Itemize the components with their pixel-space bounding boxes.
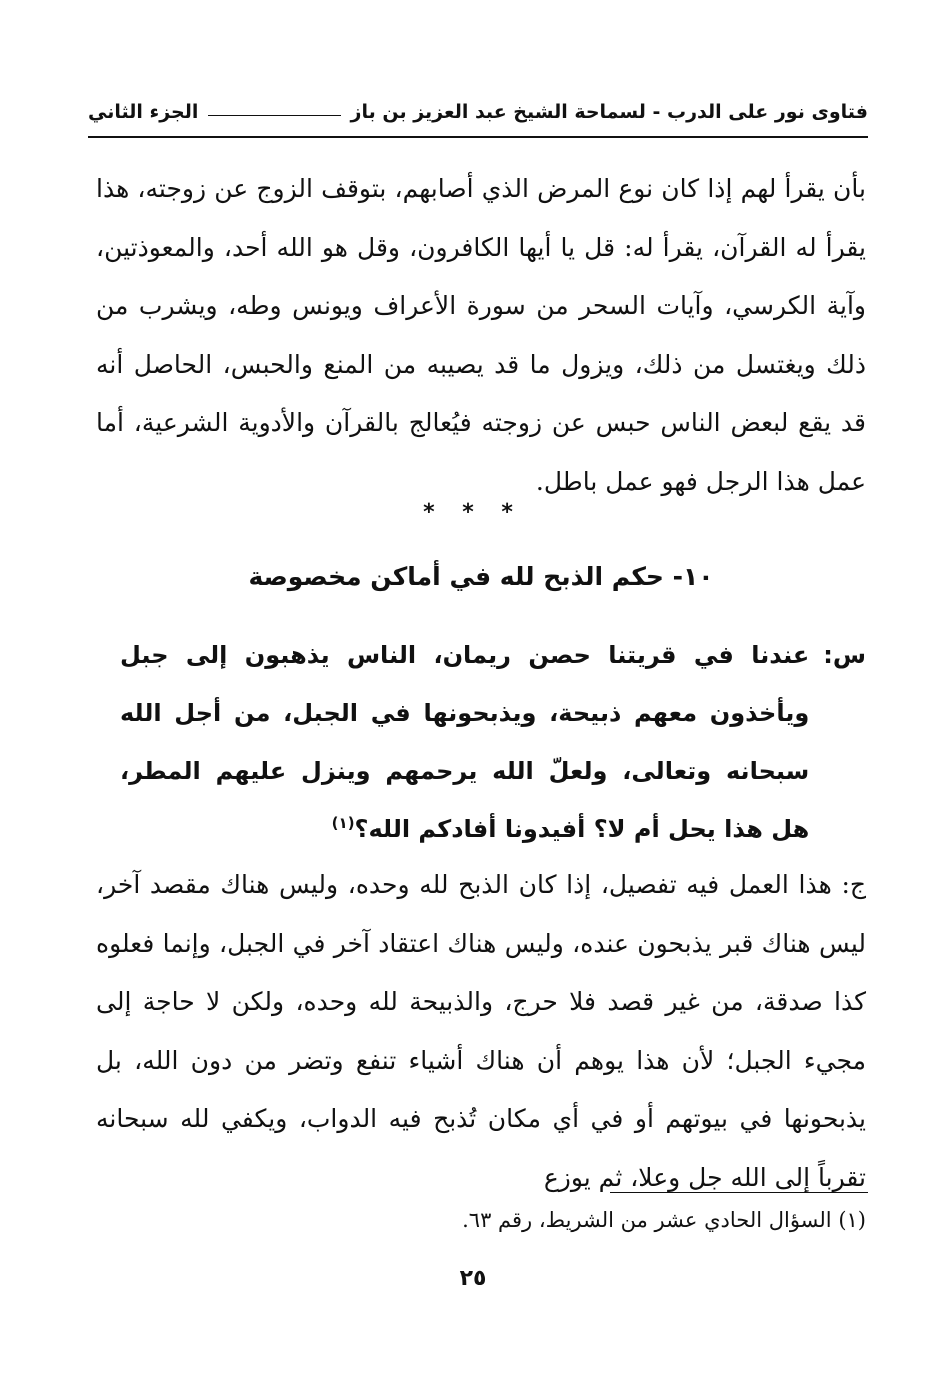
page-number: ٢٥ [459, 1266, 487, 1291]
question-text: عندنا في قريتنا حصن ريمان، الناس يذهبون إلى جبل ويأخذون معهم ذبيحة، ويذبحونها في الجبل، من أجل الله سبحانه وتعالى، ولعلّ الله يرحمهم وينزل عليهم المطر، هل هذا يحل أم لا؟ أفيدونا أفادكم الله؟ [120, 641, 810, 843]
section-heading: ١٠- حكم الذبح لله في أماكن مخصوصة [248, 562, 714, 591]
volume-label: الجزء الثاني [88, 101, 199, 123]
section-separator: * * * [423, 500, 523, 525]
running-header [88, 92, 868, 132]
answer-label: ج: [841, 870, 866, 899]
question-block [120, 626, 866, 858]
question-label: س: [823, 641, 866, 669]
footnote: (١) السؤال الحادي عشر من الشريط، رقم ٦٣. [462, 1208, 866, 1232]
answer-block [96, 856, 866, 1207]
header-divider [88, 136, 868, 138]
footnote-reference: (١) [331, 814, 355, 832]
book-title: فتاوى نور على الدرب - لسماحة الشيخ عبد العزيز بن باز [350, 101, 868, 123]
header-dash-rule [208, 115, 340, 116]
question-text-wrapper [120, 626, 809, 858]
answer-text: هذا العمل فيه تفصيل، إذا كان الذبح لله وحده، وليس هناك مقصد آخر، ليس هناك قبر يذبحون عنده، وليس هناك اعتقاد آخر في الجبل، وإنما فعلوه كذا صدقة، من غير قصد فلا حرج، والذبيحة لله وحده، ولكن لا حاجة إلى مجيء الجبل؛ لأن هذا يوهم أن هناك أشياء تنفع وتضر من دون الله، بل يذبحونها في بيوتهم أو في أي مكان تُذبح فيه الدواب، ويكفي لله سبحانه تقرباً إلى الله جل وعلا، ثم يوزع [96, 870, 866, 1192]
paragraph-continuation: بأن يقرأ لهم إذا كان نوع المرض الذي أصابهم، بتوقف الزوج عن زوجته، هذا يقرأ له القرآن، يقرأ له: قل يا أيها الكافرون، وقل هو الله أحد، والمعوذتين، وآية الكرسي، وآيات السحر من سورة الأعراف ويونس وطه، ويشرب من ذلك ويغتسل من ذلك، ويزول ما قد يصيبه من المنع والحبس، الحاصل أنه قد يقع لبعض الناس حبس عن زوجته فيُعالج بالقرآن والأدوية الشرعية، أما عمل هذا الرجل فهو عمل باطل. [96, 174, 866, 496]
footnote-divider [610, 1192, 868, 1193]
